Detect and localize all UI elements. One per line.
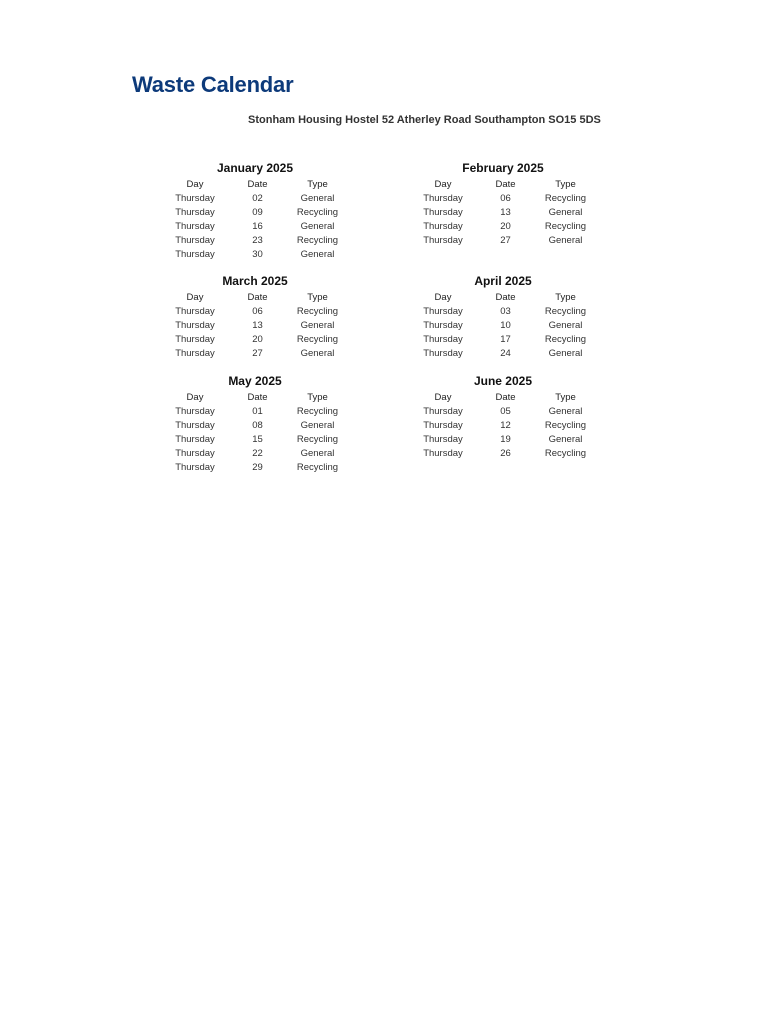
month-table bbox=[160, 178, 350, 262]
month-block-january bbox=[160, 160, 350, 262]
cell-day: Thursday bbox=[423, 207, 463, 218]
month-block-march bbox=[160, 273, 350, 361]
month-title: June 2025 bbox=[473, 374, 533, 388]
table-row bbox=[160, 220, 350, 234]
cell-day: Thursday bbox=[175, 320, 215, 331]
cell-day: Thursday bbox=[175, 235, 215, 246]
cell-day: Thursday bbox=[175, 249, 215, 260]
table-row bbox=[160, 419, 350, 433]
table-header-row bbox=[408, 178, 598, 192]
cell-date: 23 bbox=[252, 235, 263, 246]
cell-date: 19 bbox=[500, 434, 511, 445]
month-table bbox=[160, 291, 350, 361]
month-table bbox=[408, 291, 598, 361]
table-row bbox=[160, 305, 350, 319]
header-type: Type bbox=[307, 392, 328, 403]
cell-date: 17 bbox=[500, 334, 511, 345]
cell-date: 26 bbox=[500, 448, 511, 459]
cell-type: General bbox=[548, 406, 583, 417]
table-row bbox=[160, 319, 350, 333]
table-row bbox=[408, 333, 598, 347]
cell-type: General bbox=[548, 320, 583, 331]
cell-day: Thursday bbox=[423, 221, 463, 232]
cell-date: 10 bbox=[500, 320, 511, 331]
cell-date: 01 bbox=[252, 406, 263, 417]
month-title: May 2025 bbox=[228, 374, 282, 388]
table-row bbox=[408, 405, 598, 419]
month-table bbox=[160, 391, 350, 475]
month-title: April 2025 bbox=[474, 274, 532, 288]
table-row bbox=[160, 447, 350, 461]
header-date: Date bbox=[247, 292, 268, 303]
cell-day: Thursday bbox=[175, 207, 215, 218]
cell-day: Thursday bbox=[175, 334, 215, 345]
cell-date: 27 bbox=[500, 235, 511, 246]
cell-date: 06 bbox=[500, 193, 511, 204]
cell-date: 08 bbox=[252, 420, 263, 431]
cell-date: 13 bbox=[252, 320, 263, 331]
cell-day: Thursday bbox=[423, 193, 463, 204]
table-row bbox=[408, 319, 598, 333]
table-row bbox=[408, 433, 598, 447]
header-day: Day bbox=[186, 392, 204, 403]
cell-type: General bbox=[300, 249, 335, 260]
cell-type: General bbox=[548, 434, 583, 445]
month-table bbox=[408, 391, 598, 461]
table-row bbox=[160, 405, 350, 419]
cell-day: Thursday bbox=[175, 193, 215, 204]
table-row bbox=[408, 234, 598, 248]
header-type: Type bbox=[307, 292, 328, 303]
table-row bbox=[160, 461, 350, 475]
cell-type: General bbox=[300, 348, 335, 359]
cell-type: General bbox=[300, 448, 335, 459]
table-row bbox=[408, 419, 598, 433]
cell-day: Thursday bbox=[423, 235, 463, 246]
cell-type: General bbox=[300, 320, 335, 331]
cell-type: Recycling bbox=[296, 306, 339, 317]
table-row bbox=[160, 347, 350, 361]
cell-date: 13 bbox=[500, 207, 511, 218]
table-row bbox=[408, 192, 598, 206]
cell-day: Thursday bbox=[423, 320, 463, 331]
cell-date: 29 bbox=[252, 462, 263, 473]
header-type: Type bbox=[555, 179, 576, 190]
month-table bbox=[408, 178, 598, 248]
cell-type: Recycling bbox=[544, 420, 587, 431]
month-title: March 2025 bbox=[222, 274, 288, 288]
cell-date: 03 bbox=[500, 306, 511, 317]
table-header-row bbox=[160, 178, 350, 192]
address-subtitle: Stonham Housing Hostel 52 Atherley Road Southampton SO15 5DS bbox=[248, 114, 601, 126]
cell-type: General bbox=[300, 221, 335, 232]
cell-date: 30 bbox=[252, 249, 263, 260]
month-block-june bbox=[408, 373, 598, 461]
cell-day: Thursday bbox=[175, 448, 215, 459]
cell-day: Thursday bbox=[423, 448, 463, 459]
table-row bbox=[408, 305, 598, 319]
cell-day: Thursday bbox=[423, 434, 463, 445]
cell-date: 24 bbox=[500, 348, 511, 359]
table-header-row bbox=[408, 391, 598, 405]
month-title: February 2025 bbox=[462, 161, 544, 175]
header-day: Day bbox=[434, 392, 452, 403]
table-row bbox=[408, 447, 598, 461]
table-header-row bbox=[160, 391, 350, 405]
cell-type: Recycling bbox=[544, 221, 587, 232]
header-day: Day bbox=[434, 292, 452, 303]
table-row bbox=[160, 206, 350, 220]
cell-date: 15 bbox=[252, 434, 263, 445]
cell-date: 22 bbox=[252, 448, 263, 459]
cell-type: Recycling bbox=[296, 406, 339, 417]
month-block-february bbox=[408, 160, 598, 248]
cell-type: General bbox=[548, 207, 583, 218]
table-row bbox=[408, 347, 598, 361]
month-block-may bbox=[160, 373, 350, 475]
cell-date: 20 bbox=[500, 221, 511, 232]
cell-type: Recycling bbox=[296, 207, 339, 218]
table-header-row bbox=[408, 291, 598, 305]
cell-type: Recycling bbox=[296, 462, 339, 473]
table-row bbox=[160, 433, 350, 447]
cell-type: Recycling bbox=[296, 334, 339, 345]
header-day: Day bbox=[186, 292, 204, 303]
header-type: Type bbox=[555, 392, 576, 403]
cell-type: Recycling bbox=[296, 434, 339, 445]
cell-date: 02 bbox=[252, 193, 263, 204]
header-type: Type bbox=[307, 179, 328, 190]
cell-day: Thursday bbox=[423, 406, 463, 417]
cell-date: 20 bbox=[252, 334, 263, 345]
cell-day: Thursday bbox=[175, 420, 215, 431]
cell-date: 09 bbox=[252, 207, 263, 218]
header-type: Type bbox=[555, 292, 576, 303]
table-row bbox=[408, 220, 598, 234]
month-title: January 2025 bbox=[216, 161, 294, 175]
header-date: Date bbox=[495, 292, 516, 303]
cell-type: Recycling bbox=[544, 448, 587, 459]
table-row bbox=[160, 192, 350, 206]
month-block-april bbox=[408, 273, 598, 361]
cell-type: Recycling bbox=[296, 235, 339, 246]
header-date: Date bbox=[247, 179, 268, 190]
cell-day: Thursday bbox=[175, 306, 215, 317]
table-row bbox=[160, 234, 350, 248]
cell-type: General bbox=[548, 348, 583, 359]
cell-type: General bbox=[300, 193, 335, 204]
cell-type: Recycling bbox=[544, 306, 587, 317]
cell-day: Thursday bbox=[423, 348, 463, 359]
header-day: Day bbox=[186, 179, 204, 190]
header-day: Day bbox=[434, 179, 452, 190]
table-row bbox=[160, 248, 350, 262]
cell-type: Recycling bbox=[544, 193, 587, 204]
table-row bbox=[408, 206, 598, 220]
cell-day: Thursday bbox=[423, 306, 463, 317]
table-row bbox=[160, 333, 350, 347]
cell-date: 12 bbox=[500, 420, 511, 431]
cell-date: 05 bbox=[500, 406, 511, 417]
page-title: Waste Calendar bbox=[132, 72, 294, 97]
cell-date: 06 bbox=[252, 306, 263, 317]
table-header-row bbox=[160, 291, 350, 305]
cell-day: Thursday bbox=[175, 221, 215, 232]
cell-type: General bbox=[548, 235, 583, 246]
cell-date: 16 bbox=[252, 221, 263, 232]
cell-type: Recycling bbox=[544, 334, 587, 345]
header-date: Date bbox=[495, 179, 516, 190]
cell-day: Thursday bbox=[175, 462, 215, 473]
cell-day: Thursday bbox=[423, 420, 463, 431]
cell-day: Thursday bbox=[175, 348, 215, 359]
cell-day: Thursday bbox=[175, 406, 215, 417]
header-date: Date bbox=[495, 392, 516, 403]
cell-type: General bbox=[300, 420, 335, 431]
cell-date: 27 bbox=[252, 348, 263, 359]
cell-day: Thursday bbox=[175, 434, 215, 445]
header-date: Date bbox=[247, 392, 268, 403]
cell-day: Thursday bbox=[423, 334, 463, 345]
